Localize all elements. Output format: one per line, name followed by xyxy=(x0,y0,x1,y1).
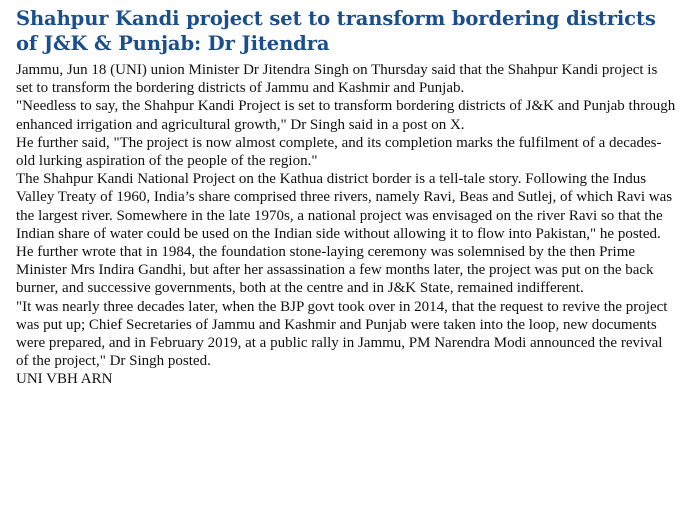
paragraph-history: The Shahpur Kandi National Project on the Kathua district border is a tell-tale story. Following the Indus Valley Treaty of 1960, India’s share comprised three rivers, namely Ravi, Beas and Sutlej, of which Ravi was the largest river. Somewhere in the late 1970s, a national project was envisaged on the river Ravi so that the Indian share of water could be used on the Indian side without allowing it to flow into Pakistan," he posted. xyxy=(16,171,673,242)
agency-credit: UNI VBH ARN xyxy=(16,371,113,388)
article xyxy=(16,6,676,389)
paragraph-quote: "Needless to say, the Shahpur Kandi Project is set to transform bordering districts of J&K and Punjab through enhanced irrigation and agricultural growth," Dr Singh said in a post on X. xyxy=(16,98,676,133)
paragraph-revival: "It was nearly three decades later, when the BJP govt took over in 2014, that the request to revive the project was put up; Chief Secretaries of Jammu and Kashmir and Punjab were taken into the loop, new documents were prepared, and in February 2019, at a public rally in Jammu, PM Narendra Modi announced the revival of the project," Dr Singh posted. xyxy=(16,298,668,370)
paragraph-lede: Jammu, Jun 18 (UNI) union Minister Dr Jitendra Singh on Thursday said that the Shahpur Kandi project is set to transform the bordering districts of Jammu and Kashmir and Punjab. xyxy=(16,62,658,97)
paragraph-foundation: He further wrote that in 1984, the foundation stone-laying ceremony was solemnised by the then Prime Minister Mrs Indira Gandhi, but after her assassination a few months later, the project was put on the back burner, and successive governments, both at the centre and in J&K State, remained indifferent. xyxy=(16,244,654,297)
article-headline: Shahpur Kandi project set to transform bordering districts of J&K & Punjab: Dr Jitendra xyxy=(16,7,656,55)
article-body xyxy=(16,61,676,389)
paragraph-completion: He further said, "The project is now almost complete, and its completion marks the fulfilment of a decades-old lurking aspiration of the people of the region." xyxy=(16,134,662,170)
